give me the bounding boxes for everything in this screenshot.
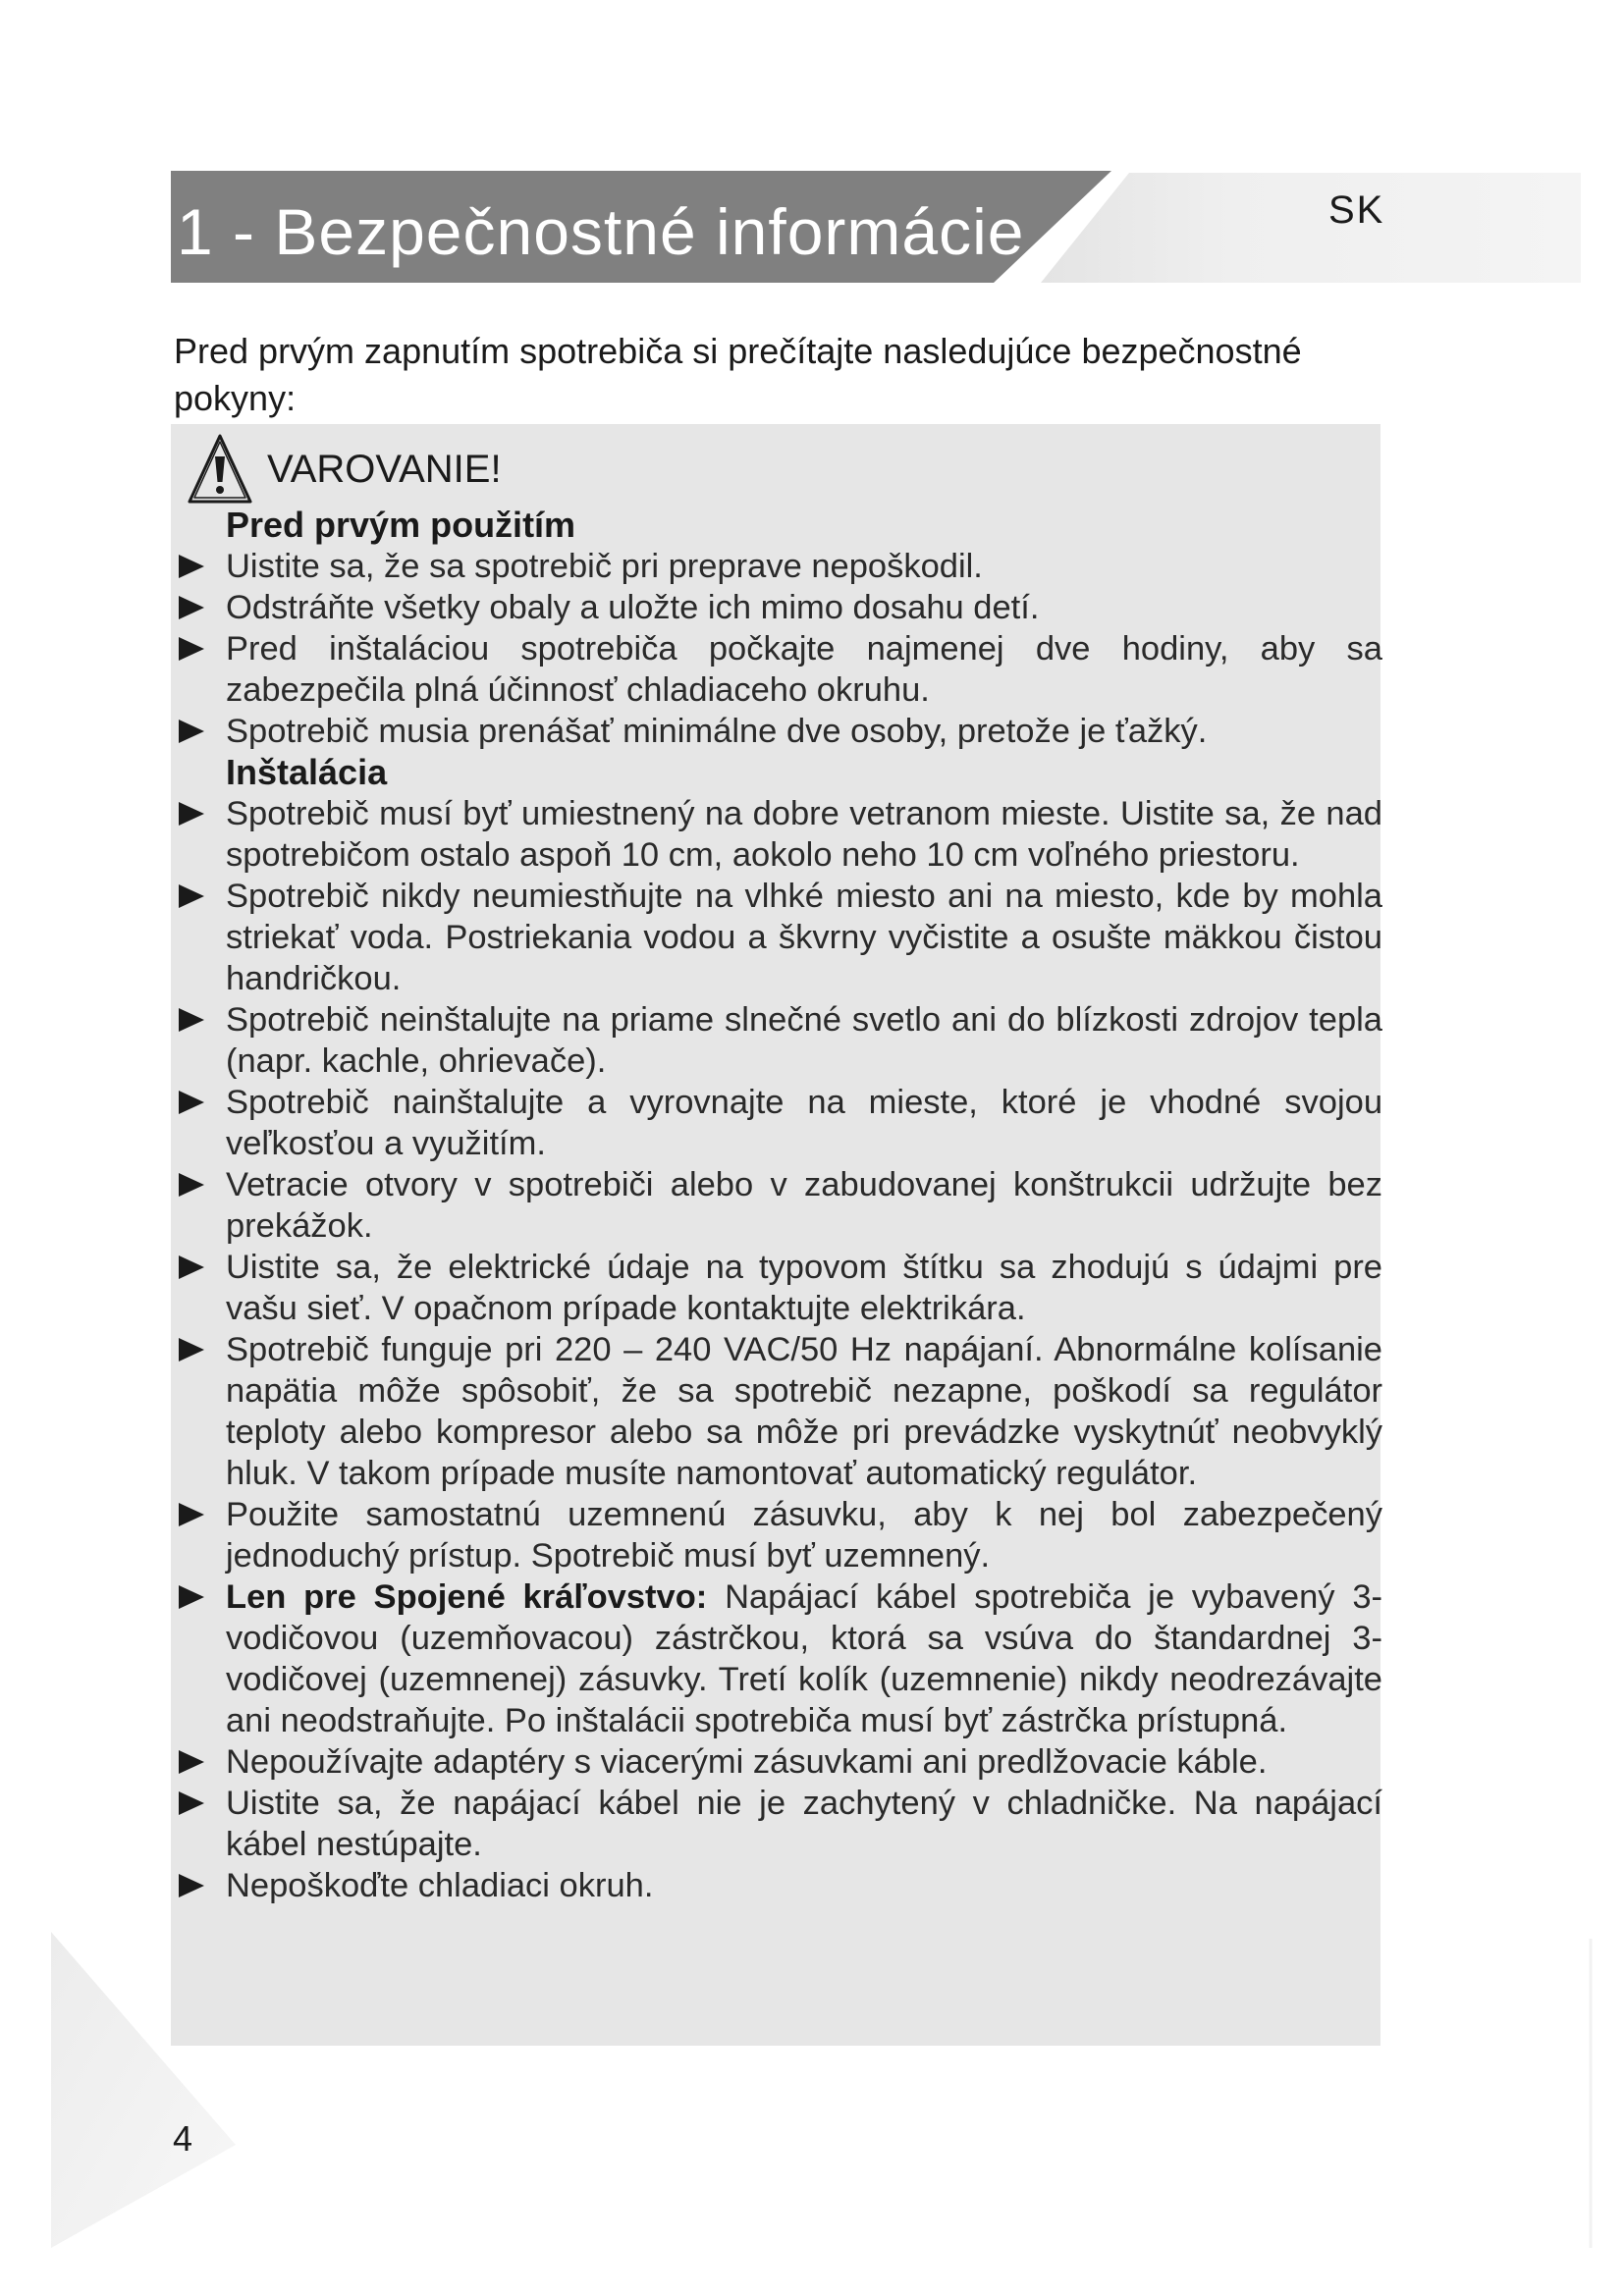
list-item: Spotrebič nainštalujte a vyrovnajte na mieste, ktoré je vhodné svojou veľkosťou a využitím. xyxy=(177,1082,1382,1164)
warning-label: VAROVANIE! xyxy=(267,447,502,491)
bullet-arrow-icon xyxy=(179,1874,204,1897)
bullet-arrow-icon xyxy=(179,884,204,908)
bullet-arrow-icon xyxy=(179,637,204,661)
bullet-arrow-icon xyxy=(179,802,204,826)
list-item: Nepoškoďte chladiaci okruh. xyxy=(177,1865,1382,1906)
list-item: Pred inštaláciou spotrebiča počkajte najmenej dve hodiny, aby sa zabezpečila plná účinnosť chladiaceho okruhu. xyxy=(177,628,1382,711)
bullet-arrow-icon xyxy=(179,1091,204,1114)
intro-text: Pred prvým zapnutím spotrebiča si prečítajte nasledujúce bezpečnostné pokyny: xyxy=(174,331,1302,418)
warning-triangle-icon xyxy=(187,433,253,506)
bullet-arrow-icon xyxy=(179,1338,204,1362)
list-item: Spotrebič funguje pri 220 – 240 VAC/50 Hz napájaní. Abnormálne kolísanie napätia môže spôsobiť, že sa spotrebič nezapne, poškodí sa regulátor teploty alebo kompresor alebo sa môže pri prevádzke vyskytnúť neobvyklý hluk. V takom prípade musíte namontovať automatický regulátor. xyxy=(177,1329,1382,1494)
bullet-arrow-icon xyxy=(179,1255,204,1279)
list-item: Nepoužívajte adaptéry s viacerými zásuvkami ani predlžovacie káble. xyxy=(177,1741,1382,1783)
bullet-arrow-icon xyxy=(179,1008,204,1032)
section-heading: Pred prvým použitím xyxy=(226,505,576,545)
page-title: 1 - Bezpečnostné informácie xyxy=(177,195,1025,268)
list-item: Vetracie otvory v spotrebiči alebo v zabudovanej konštrukcii udržujte bez prekážok. xyxy=(177,1164,1382,1247)
list-item: Spotrebič nikdy neumiestňujte na vlhké miesto ani na miesto, kde by mohla striekať voda. Postriekania vodou a škvrny vyčistite a osušte mäkkou čistou handričkou. xyxy=(177,876,1382,999)
list-item: Uistite sa, že sa spotrebič pri preprave nepoškodil. xyxy=(177,546,1382,587)
list-item: Spotrebič musí byť umiestnený na dobre vetranom mieste. Uistite sa, že nad spotrebičom ostalo aspoň 10 cm, aokolo neho 10 cm voľného priestoru. xyxy=(177,793,1382,876)
bullet-arrow-icon xyxy=(179,720,204,743)
page-number: 4 xyxy=(173,2118,193,2159)
bullet-arrow-icon xyxy=(179,555,204,578)
bullet-arrow-icon xyxy=(179,1750,204,1774)
bullet-arrow-icon xyxy=(179,1503,204,1526)
section-heading: Inštalácia xyxy=(226,752,388,792)
bullet-arrow-icon xyxy=(179,596,204,619)
bullet-arrow-icon xyxy=(179,1173,204,1197)
language-code: SK xyxy=(1328,188,1385,232)
list-item: Spotrebič musia prenášať minimálne dve osoby, pretože je ťažký. xyxy=(177,711,1382,752)
list-item: Len pre Spojené kráľovstvo: Napájací kábel spotrebiča je vybavený 3-vodičovou (uzemňovacou) zástrčkou, ktorá sa vsúva do štandardnej 3-vodičovej (uzemnenej) zásuvky. Tretí kolík (uzemnenie) nikdy neodrezávajte ani neodstraňujte. Po inštalácii spotrebiča musí byť zástrčka prístupná. xyxy=(177,1576,1382,1741)
list-item: Spotrebič neinštalujte na priame slnečné svetlo ani do blízkosti zdrojov tepla (napr. kachle, ohrievače). xyxy=(177,999,1382,1082)
list-item: Použite samostatnú uzemnenú zásuvku, aby k nej bol zabezpečený jednoduchý prístup. Spotrebič musí byť uzemnený. xyxy=(177,1494,1382,1576)
list-item: Odstráňte všetky obaly a uložte ich mimo dosahu detí. xyxy=(177,587,1382,628)
list-item: Uistite sa, že napájací kábel nie je zachytený v chladničke. Na napájací kábel nestúpajte. xyxy=(177,1783,1382,1865)
warning-heading xyxy=(187,430,502,508)
bullet-arrow-icon xyxy=(179,1585,204,1609)
item-lead: Len pre Spojené kráľovstvo: xyxy=(226,1578,708,1616)
warning-content xyxy=(177,505,1382,1906)
header-fade-band xyxy=(1041,173,1581,283)
bullet-arrow-icon xyxy=(179,1791,204,1815)
list-item: Uistite sa, že elektrické údaje na typovom štítku sa zhodujú s údajmi pre vašu sieť. V opačnom prípade kontaktujte elektrikára. xyxy=(177,1247,1382,1329)
